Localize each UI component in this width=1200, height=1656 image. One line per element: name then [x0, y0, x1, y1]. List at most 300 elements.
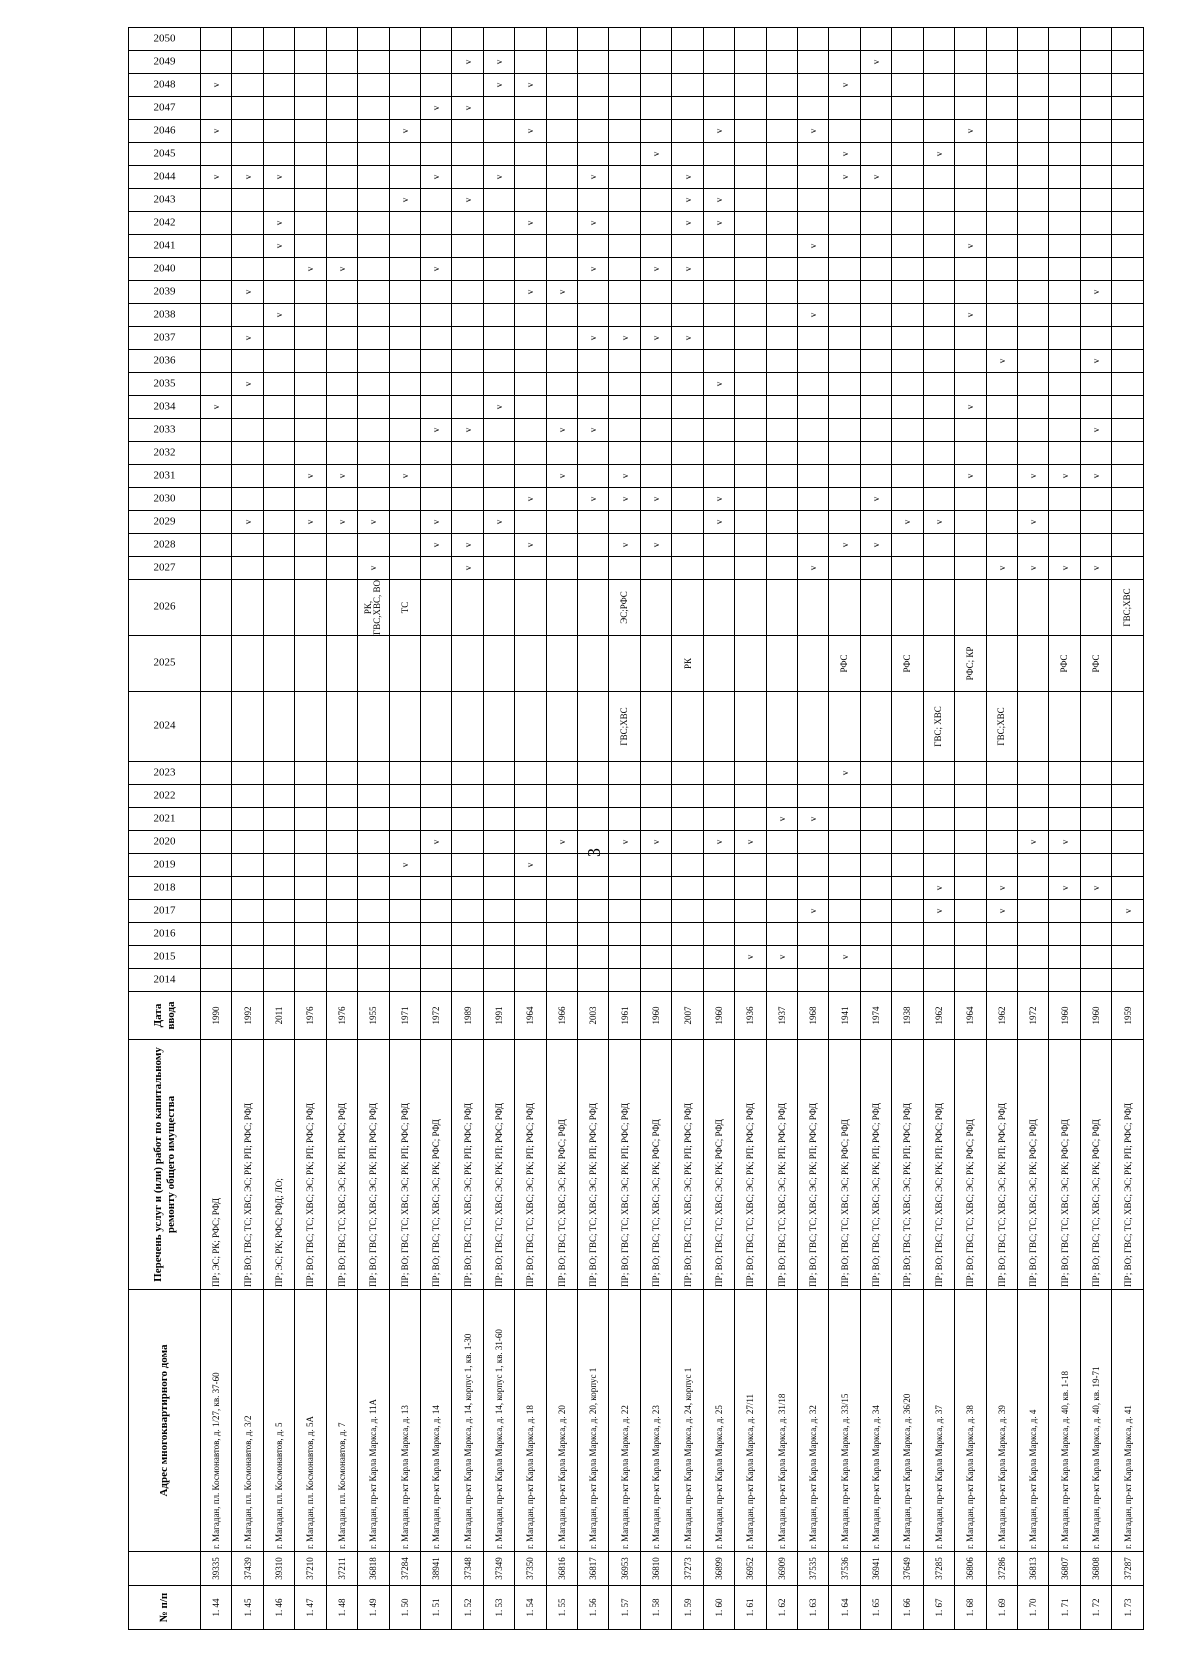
cell-empty-2039 — [1049, 281, 1080, 304]
table-row — [1017, 28, 1048, 1630]
cell-empty-2018 — [295, 877, 326, 900]
cell-services: ПР; ВО; ГВС; ТС; ХВС; ЭС; РК; РП; РФС; РФД — [766, 1040, 797, 1290]
cell-mark-2015: v — [766, 946, 797, 969]
cell-mark-2026: ТС — [389, 580, 420, 636]
header-year-label: 2017 — [153, 904, 176, 917]
cell-empty-2021 — [1049, 808, 1080, 831]
cell-mark-2028: v — [515, 534, 546, 557]
header-year-2025 — [129, 636, 201, 692]
cell-mark-2037: v — [609, 327, 640, 350]
cell-empty-2020 — [389, 831, 420, 854]
cell-services: ПР; ВО; ГВС; ТС; ХВС; ЭС; РК; РП; РФС; РФД — [515, 1040, 546, 1290]
cell-empty-2014 — [420, 969, 451, 992]
cell-empty-2045 — [420, 143, 451, 166]
cell-empty-2047 — [263, 97, 294, 120]
cell-year-built: 1959 — [1112, 992, 1144, 1040]
header-year-label: 2025 — [153, 657, 176, 669]
cell-empty-2017 — [860, 900, 891, 923]
cell-empty-2046 — [766, 120, 797, 143]
cell-empty-2031 — [766, 465, 797, 488]
cell-empty-2014 — [295, 969, 326, 992]
cell-empty-2019 — [735, 854, 766, 877]
table-row — [578, 28, 609, 1630]
cell-empty-2036 — [609, 350, 640, 373]
cell-empty-2016 — [232, 923, 263, 946]
cell-year-built: 1976 — [295, 992, 326, 1040]
cell-empty-2032 — [609, 442, 640, 465]
cell-mark-2021: v — [798, 808, 829, 831]
header-year-2041 — [129, 235, 201, 258]
header-address: Адрес многоквартирного дома — [129, 1290, 201, 1552]
cell-empty-2023 — [295, 762, 326, 785]
cell-empty-2016 — [766, 923, 797, 946]
cell-mark-2033: v — [452, 419, 483, 442]
cell-empty-2019 — [263, 854, 294, 877]
cell-empty-2033 — [703, 419, 734, 442]
cell-empty-2029 — [1049, 511, 1080, 534]
cell-empty-2046 — [295, 120, 326, 143]
cell-empty-2041 — [1017, 235, 1048, 258]
cell-empty-2040 — [609, 258, 640, 281]
cell-empty-2039 — [295, 281, 326, 304]
cell-empty-2015 — [546, 946, 577, 969]
cell-services: ПР; ВО; ГВС; ТС; ХВС; ЭС; РК; РП; РФС; РФД — [1112, 1040, 1144, 1290]
cell-empty-2018 — [1017, 877, 1048, 900]
cell-empty-2028 — [1049, 534, 1080, 557]
header-year-label: 2014 — [153, 973, 176, 986]
cell-empty-2030 — [829, 488, 860, 511]
cell-empty-2020 — [923, 831, 954, 854]
cell-mark-2044: v — [232, 166, 263, 189]
cell-empty-2034 — [829, 396, 860, 419]
cell-empty-2023 — [483, 762, 514, 785]
header-year-label: 2018 — [153, 881, 176, 894]
cell-empty-2049 — [672, 51, 703, 74]
cell-empty-2048 — [860, 74, 891, 97]
cell-mark-2044: v — [201, 166, 232, 189]
table-row — [892, 28, 923, 1630]
cell-empty-2022 — [232, 785, 263, 808]
cell-empty-2020 — [798, 831, 829, 854]
cell-empty-2043 — [358, 189, 389, 212]
cell-num: 1. 59 — [672, 1586, 703, 1630]
cell-empty-2047 — [672, 97, 703, 120]
cell-empty-2030 — [955, 488, 986, 511]
cell-empty-2042 — [295, 212, 326, 235]
cell-empty-2046 — [672, 120, 703, 143]
cell-empty-2034 — [860, 396, 891, 419]
cell-empty-2032 — [703, 442, 734, 465]
cell-num: 1. 58 — [640, 1586, 671, 1630]
header-year-label: 2031 — [153, 469, 176, 482]
cell-empty-2042 — [1080, 212, 1111, 235]
cell-address: г. Магадан, пр-кт Карла Маркса, д. 14, корпус 1, кв. 31-60 — [483, 1290, 514, 1552]
cell-services: ПР; ВО; ГВС; ТС; ХВС; ЭС; РК; РП; РФС; РФД — [232, 1040, 263, 1290]
cell-year-built: 1937 — [766, 992, 797, 1040]
header-year-label: 2049 — [153, 55, 176, 68]
cell-empty-2014 — [798, 969, 829, 992]
cell-empty-2028 — [326, 534, 357, 557]
cell-empty-2023 — [609, 762, 640, 785]
cell-mark-2034: v — [483, 396, 514, 419]
cell-empty-2035 — [295, 373, 326, 396]
cell-empty-2027 — [766, 557, 797, 580]
cell-code: 36808 — [1080, 1552, 1111, 1586]
cell-mark-2035: v — [232, 373, 263, 396]
cell-mark-2039: v — [546, 281, 577, 304]
cell-year-built: 1938 — [892, 992, 923, 1040]
cell-empty-2040 — [923, 258, 954, 281]
cell-empty-2034 — [578, 396, 609, 419]
cell-empty-2036 — [326, 350, 357, 373]
cell-empty-2029 — [1080, 511, 1111, 534]
cell-empty-2048 — [295, 74, 326, 97]
cell-empty-2049 — [546, 51, 577, 74]
header-year-2046 — [129, 120, 201, 143]
cell-empty-2033 — [609, 419, 640, 442]
cell-empty-2014 — [1049, 969, 1080, 992]
cell-empty-2036 — [483, 350, 514, 373]
cell-empty-2025 — [640, 636, 671, 692]
cell-empty-2019 — [986, 854, 1017, 877]
cell-empty-2022 — [546, 785, 577, 808]
cell-num: 1. 72 — [1080, 1586, 1111, 1630]
header-year-label: 2045 — [153, 147, 176, 160]
cell-empty-2029 — [735, 511, 766, 534]
cell-empty-2014 — [358, 969, 389, 992]
cell-empty-2046 — [483, 120, 514, 143]
cell-empty-2026 — [452, 580, 483, 636]
header-year-label: 2032 — [153, 446, 176, 459]
cell-empty-2015 — [483, 946, 514, 969]
cell-empty-2042 — [735, 212, 766, 235]
cell-empty-2027 — [892, 557, 923, 580]
table-row — [389, 28, 420, 1630]
cell-empty-2037 — [735, 327, 766, 350]
cell-mark-2029: v — [420, 511, 451, 534]
cell-empty-2043 — [955, 189, 986, 212]
cell-empty-2016 — [672, 923, 703, 946]
cell-address: г. Магадан, пр-кт Карла Маркса, д. 20 — [546, 1290, 577, 1552]
cell-empty-2041 — [892, 235, 923, 258]
cell-empty-2037 — [326, 327, 357, 350]
cell-empty-2021 — [892, 808, 923, 831]
cell-empty-2035 — [609, 373, 640, 396]
cell-empty-2030 — [672, 488, 703, 511]
cell-empty-2045 — [1112, 143, 1144, 166]
cell-mark-2036: v — [1080, 350, 1111, 373]
cell-empty-2040 — [1112, 258, 1144, 281]
cell-empty-2018 — [452, 877, 483, 900]
cell-empty-2036 — [672, 350, 703, 373]
cell-empty-2043 — [515, 189, 546, 212]
cell-empty-2048 — [232, 74, 263, 97]
cell-num: 1. 63 — [798, 1586, 829, 1630]
table-row — [232, 28, 263, 1630]
cell-empty-2043 — [640, 189, 671, 212]
cell-address: г. Магадан, пр-кт Карла Маркса, д. 18 — [515, 1290, 546, 1552]
cell-empty-2038 — [640, 304, 671, 327]
cell-code: 37349 — [483, 1552, 514, 1586]
cell-empty-2035 — [955, 373, 986, 396]
cell-empty-2039 — [1017, 281, 1048, 304]
cell-empty-2044 — [1080, 166, 1111, 189]
cell-mark-2031: v — [609, 465, 640, 488]
cell-empty-2037 — [986, 327, 1017, 350]
cell-empty-2026 — [420, 580, 451, 636]
cell-empty-2025 — [923, 636, 954, 692]
cell-empty-2027 — [829, 557, 860, 580]
cell-empty-2017 — [201, 900, 232, 923]
table-row — [1112, 28, 1144, 1630]
cell-empty-2046 — [326, 120, 357, 143]
cell-empty-2024 — [263, 692, 294, 762]
cell-mark-2019: v — [515, 854, 546, 877]
cell-empty-2034 — [263, 396, 294, 419]
cell-empty-2018 — [829, 877, 860, 900]
table-row — [986, 28, 1017, 1630]
cell-services: ПР; ВО; ГВС; ТС; ХВС; ЭС; РК; РП; РФС; РФД — [986, 1040, 1017, 1290]
cell-empty-2031 — [798, 465, 829, 488]
cell-empty-2030 — [735, 488, 766, 511]
cell-empty-2050 — [420, 28, 451, 51]
cell-empty-2032 — [326, 442, 357, 465]
header-year-2021 — [129, 808, 201, 831]
cell-empty-2034 — [1017, 396, 1048, 419]
cell-empty-2042 — [1017, 212, 1048, 235]
cell-empty-2035 — [923, 373, 954, 396]
cell-empty-2039 — [483, 281, 514, 304]
cell-empty-2023 — [232, 762, 263, 785]
cell-empty-2035 — [326, 373, 357, 396]
cell-code: 37211 — [326, 1552, 357, 1586]
cell-empty-2030 — [452, 488, 483, 511]
cell-empty-2048 — [609, 74, 640, 97]
cell-empty-2025 — [483, 636, 514, 692]
cell-empty-2029 — [640, 511, 671, 534]
cell-empty-2014 — [955, 969, 986, 992]
cell-empty-2050 — [798, 28, 829, 51]
header-year-2020 — [129, 831, 201, 854]
cell-num: 1. 54 — [515, 1586, 546, 1630]
cell-empty-2044 — [986, 166, 1017, 189]
cell-mark-2030: v — [515, 488, 546, 511]
cell-empty-2030 — [546, 488, 577, 511]
cell-empty-2026 — [1049, 580, 1080, 636]
cell-mark-2037: v — [232, 327, 263, 350]
header-year-label: 2042 — [153, 216, 176, 229]
cell-year-built: 1936 — [735, 992, 766, 1040]
cell-empty-2023 — [578, 762, 609, 785]
cell-mark-2040: v — [420, 258, 451, 281]
cell-empty-2017 — [735, 900, 766, 923]
cell-services: ПР; ВО; ГВС; ТС; ХВС; ЭС; РК; РП; РФС; РФД — [609, 1040, 640, 1290]
cell-empty-2031 — [420, 465, 451, 488]
cell-empty-2016 — [201, 923, 232, 946]
cell-empty-2023 — [860, 762, 891, 785]
table-row — [263, 28, 294, 1630]
cell-year-built: 1962 — [923, 992, 954, 1040]
cell-empty-2025 — [295, 636, 326, 692]
cell-empty-2024 — [1112, 692, 1144, 762]
cell-empty-2033 — [860, 419, 891, 442]
cell-empty-2037 — [452, 327, 483, 350]
cell-empty-2014 — [703, 969, 734, 992]
cell-empty-2050 — [295, 28, 326, 51]
cell-empty-2044 — [609, 166, 640, 189]
cell-empty-2042 — [923, 212, 954, 235]
cell-empty-2035 — [766, 373, 797, 396]
cell-empty-2014 — [735, 969, 766, 992]
cell-empty-2020 — [326, 831, 357, 854]
cell-mark-2029: v — [923, 511, 954, 534]
cell-address: г. Магадан, пр-кт Карла Маркса, д. 4 — [1017, 1290, 1048, 1552]
cell-empty-2022 — [1017, 785, 1048, 808]
cell-num: 1. 57 — [609, 1586, 640, 1630]
cell-mark-2018: v — [986, 877, 1017, 900]
cell-empty-2024 — [703, 692, 734, 762]
cell-empty-2031 — [232, 465, 263, 488]
cell-empty-2033 — [1017, 419, 1048, 442]
cell-empty-2045 — [515, 143, 546, 166]
cell-mark-2029: v — [1017, 511, 1048, 534]
cell-empty-2023 — [955, 762, 986, 785]
cell-empty-2032 — [358, 442, 389, 465]
cell-empty-2034 — [923, 396, 954, 419]
cell-empty-2049 — [1049, 51, 1080, 74]
cell-empty-2020 — [892, 831, 923, 854]
cell-empty-2027 — [923, 557, 954, 580]
cell-empty-2022 — [609, 785, 640, 808]
cell-services: ПР; ЭС; РК; РФС; РФД — [201, 1040, 232, 1290]
cell-empty-2027 — [389, 557, 420, 580]
cell-empty-2022 — [955, 785, 986, 808]
cell-year-built: 1960 — [703, 992, 734, 1040]
cell-empty-2034 — [420, 396, 451, 419]
cell-empty-2046 — [1112, 120, 1144, 143]
cell-empty-2041 — [703, 235, 734, 258]
header-year-label: 2040 — [153, 262, 176, 275]
cell-empty-2031 — [1112, 465, 1144, 488]
cell-empty-2050 — [546, 28, 577, 51]
cell-empty-2038 — [986, 304, 1017, 327]
cell-empty-2023 — [1017, 762, 1048, 785]
cell-mark-2018: v — [1080, 877, 1111, 900]
cell-empty-2027 — [263, 557, 294, 580]
cell-empty-2040 — [986, 258, 1017, 281]
cell-year-built: 1941 — [829, 992, 860, 1040]
cell-empty-2040 — [892, 258, 923, 281]
cell-empty-2023 — [452, 762, 483, 785]
table-row — [1049, 28, 1080, 1630]
cell-empty-2017 — [766, 900, 797, 923]
cell-empty-2015 — [232, 946, 263, 969]
header-year-label: 2015 — [153, 950, 176, 963]
cell-empty-2026 — [263, 580, 294, 636]
cell-empty-2050 — [672, 28, 703, 51]
cell-empty-2037 — [703, 327, 734, 350]
cell-empty-2050 — [829, 28, 860, 51]
cell-year-built: 1966 — [546, 992, 577, 1040]
cell-empty-2029 — [829, 511, 860, 534]
cell-address: г. Магадан, пл. Космонавтов, д. 7 — [326, 1290, 357, 1552]
cell-empty-2015 — [798, 946, 829, 969]
cell-empty-2017 — [829, 900, 860, 923]
cell-empty-2041 — [1080, 235, 1111, 258]
cell-empty-2024 — [672, 692, 703, 762]
cell-services: ПР; ВО; ГВС; ТС; ХВС; ЭС; РК; РП; РФС; РФД — [452, 1040, 483, 1290]
page-number: 3 — [584, 848, 604, 857]
cell-empty-2032 — [515, 442, 546, 465]
cell-empty-2015 — [860, 946, 891, 969]
cell-empty-2021 — [923, 808, 954, 831]
cell-mark-2021: v — [766, 808, 797, 831]
cell-empty-2045 — [609, 143, 640, 166]
cell-empty-2036 — [829, 350, 860, 373]
cell-empty-2038 — [452, 304, 483, 327]
cell-mark-2027: v — [1017, 557, 1048, 580]
cell-year-built: 1968 — [798, 992, 829, 1040]
cell-year-built: 1964 — [955, 992, 986, 1040]
cell-empty-2032 — [955, 442, 986, 465]
cell-empty-2050 — [452, 28, 483, 51]
cell-empty-2043 — [201, 189, 232, 212]
cell-mark-2025: РФС — [829, 636, 860, 692]
cell-empty-2047 — [703, 97, 734, 120]
header-year-label: 2037 — [153, 331, 176, 344]
cell-empty-2020 — [955, 831, 986, 854]
cell-empty-2048 — [546, 74, 577, 97]
cell-code: 37649 — [892, 1552, 923, 1586]
header-year-label: 2034 — [153, 400, 176, 413]
cell-empty-2032 — [546, 442, 577, 465]
cell-empty-2041 — [609, 235, 640, 258]
cell-empty-2028 — [735, 534, 766, 557]
cell-empty-2026 — [923, 580, 954, 636]
cell-empty-2019 — [703, 854, 734, 877]
cell-mark-2033: v — [1080, 419, 1111, 442]
cell-empty-2037 — [892, 327, 923, 350]
cell-mark-2031: v — [326, 465, 357, 488]
cell-empty-2019 — [358, 854, 389, 877]
cell-empty-2038 — [735, 304, 766, 327]
header-year-2024 — [129, 692, 201, 762]
cell-mark-2043: v — [389, 189, 420, 212]
cell-empty-2026 — [201, 580, 232, 636]
cell-year-built: 1992 — [232, 992, 263, 1040]
cell-empty-2020 — [578, 831, 609, 854]
cell-empty-2035 — [798, 373, 829, 396]
cell-empty-2024 — [201, 692, 232, 762]
cell-empty-2027 — [1112, 557, 1144, 580]
cell-mark-2038: v — [798, 304, 829, 327]
cell-empty-2035 — [358, 373, 389, 396]
cell-empty-2042 — [546, 212, 577, 235]
cell-empty-2042 — [452, 212, 483, 235]
header-year-2028 — [129, 534, 201, 557]
cell-mark-2033: v — [420, 419, 451, 442]
cell-empty-2038 — [420, 304, 451, 327]
cell-mark-2031: v — [546, 465, 577, 488]
cell-empty-2028 — [358, 534, 389, 557]
cell-empty-2048 — [263, 74, 294, 97]
header-year-2015 — [129, 946, 201, 969]
table-row — [452, 28, 483, 1630]
cell-empty-2038 — [1080, 304, 1111, 327]
cell-empty-2018 — [860, 877, 891, 900]
cell-services: ПР; ВО; ГВС; ТС; ХВС; ЭС; РК; РФС; РФД — [703, 1040, 734, 1290]
cell-empty-2045 — [860, 143, 891, 166]
